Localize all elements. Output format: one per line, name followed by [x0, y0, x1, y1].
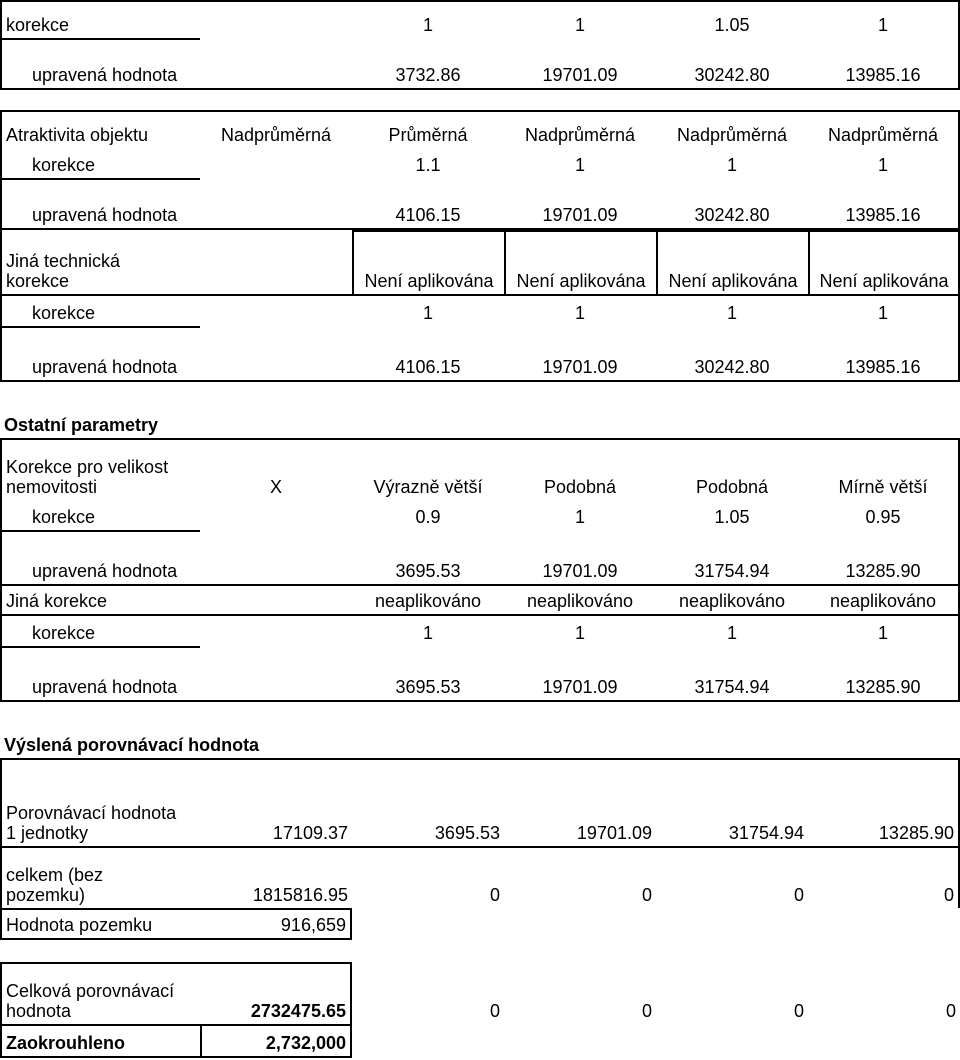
cell-v4: 13985.16 — [808, 326, 960, 382]
cell-x — [200, 500, 352, 530]
cell-x — [200, 294, 352, 326]
row-label: korekce — [0, 294, 200, 326]
table-row — [0, 148, 960, 178]
cell-v2: 19701.09 — [504, 530, 656, 586]
row-label: upravená hodnota — [0, 646, 200, 702]
row-label: upravená hodnota — [0, 326, 200, 382]
cell-v4: 13985.16 — [808, 178, 960, 230]
cell-v2: 19701.09 — [504, 326, 656, 382]
cell-v1: neaplikováno — [352, 586, 504, 616]
cell-v4: 13285.90 — [808, 646, 960, 702]
cell-x: 916,659 — [200, 908, 352, 940]
cell-v4: 1 — [808, 0, 960, 38]
cell-v4: neaplikováno — [808, 586, 960, 616]
cell-v4: 0 — [808, 846, 960, 908]
cell-v4: 1 — [808, 148, 960, 178]
cell-x: 1815816.95 — [200, 846, 352, 908]
cell-x: 2,732,000 — [200, 1024, 352, 1058]
cell-x — [200, 0, 352, 38]
cell-v3: Podobná — [656, 438, 808, 500]
cell-v3: 30242.80 — [656, 326, 808, 382]
table-row — [0, 646, 960, 702]
table-row — [0, 846, 960, 908]
cell-v3: 31754.94 — [656, 530, 808, 586]
cell-v3: 0 — [656, 846, 808, 908]
table-row — [0, 962, 960, 1024]
cell-v4: Nadprůměrná — [808, 110, 960, 148]
section-heading-row — [0, 402, 960, 438]
cell-v4: Není aplikována — [808, 230, 960, 294]
cell-v3: 1.05 — [714, 507, 750, 527]
cell-x — [200, 230, 352, 294]
cell-v1: 3732.86 — [352, 38, 504, 90]
table-row — [0, 38, 960, 90]
row-label: upravená hodnota — [0, 178, 200, 230]
cell-x: 17109.37 — [200, 758, 352, 846]
table-row — [0, 438, 960, 500]
cell-v3: 0 — [793, 1001, 804, 1021]
cell-x: 2732475.65 — [200, 962, 352, 1024]
table-row — [0, 110, 960, 148]
row-label: korekce — [0, 616, 200, 646]
row-label: Korekce pro velikost nemovitosti — [0, 438, 200, 500]
cell-v4: 13285.90 — [808, 758, 960, 846]
section-heading: Výslená porovnávací hodnota — [4, 735, 260, 755]
row-label: Celková porovnávací hodnota — [0, 962, 200, 1024]
table-row — [0, 616, 960, 646]
section-heading: Ostatní parametry — [4, 415, 159, 435]
section-heading-row — [0, 722, 960, 758]
cell-v2: neaplikováno — [504, 586, 656, 616]
table-row — [0, 230, 960, 294]
cell-v2: 19701.09 — [504, 38, 656, 90]
row-label: Jiná korekce — [0, 586, 200, 616]
cell-v3: 30242.80 — [656, 38, 808, 90]
cell-v1: 0.9 — [415, 507, 441, 527]
cell-v2: 1 — [504, 294, 656, 326]
cell-v3: 1 — [726, 155, 737, 175]
cell-v4: 13285.90 — [808, 530, 960, 586]
cell-v3: 1.05 — [656, 0, 808, 38]
cell-v2: Není aplikována — [504, 230, 656, 294]
table-row — [0, 586, 960, 616]
cell-v2: 1 — [504, 0, 656, 38]
cell-v2: 1 — [574, 507, 585, 527]
cell-x — [200, 38, 352, 90]
table-row — [0, 530, 960, 586]
cell-v1: 0 — [352, 846, 504, 908]
cell-x — [200, 178, 352, 230]
cell-v1: 1 — [352, 294, 504, 326]
row-label: korekce — [0, 148, 200, 178]
cell-v2: 1 — [574, 155, 585, 175]
cell-v1: Není aplikována — [352, 230, 504, 294]
row-label: upravená hodnota — [0, 38, 200, 90]
cell-v3: 31754.94 — [656, 646, 808, 702]
cell-v2: 1 — [574, 623, 585, 643]
cell-v1: 1 — [352, 0, 504, 38]
table-row — [0, 500, 960, 530]
cell-v2: 19701.09 — [504, 758, 656, 846]
cell-x — [200, 530, 352, 586]
cell-v2: 0 — [641, 1001, 652, 1021]
cell-v1: 4106.15 — [352, 178, 504, 230]
cell-v2: 19701.09 — [504, 178, 656, 230]
cell-v3: neaplikováno — [656, 586, 808, 616]
cell-v1: 1 — [422, 623, 433, 643]
cell-v4: Mírně větší — [808, 438, 960, 500]
cell-v1: Výrazně větší — [352, 438, 504, 500]
cell-v2: Podobná — [504, 438, 656, 500]
cell-x — [200, 326, 352, 382]
row-label: korekce — [0, 0, 200, 38]
row-label: Jiná technická korekce — [0, 230, 200, 294]
cell-x — [200, 586, 352, 616]
cell-v3: 31754.94 — [656, 758, 808, 846]
table-row — [0, 908, 960, 940]
cell-v1: 3695.53 — [352, 530, 504, 586]
cell-v3: Není aplikována — [656, 230, 808, 294]
row-label: Porovnávací hodnota 1 jednotky — [0, 758, 200, 846]
cell-x — [200, 646, 352, 702]
table-row — [0, 0, 960, 38]
row-label: upravená hodnota — [0, 530, 200, 586]
row-label: celkem (bez pozemku) — [0, 846, 200, 908]
table-row — [0, 326, 960, 382]
cell-x: X — [200, 438, 352, 500]
cell-v4: 0.95 — [808, 500, 960, 530]
cell-v1: Průměrná — [352, 110, 504, 148]
cell-x — [200, 148, 352, 178]
cell-x — [200, 616, 352, 646]
row-label: korekce — [0, 500, 200, 530]
cell-v3: Nadprůměrná — [656, 110, 808, 148]
table-row — [0, 294, 960, 326]
cell-v4: 0 — [945, 1001, 956, 1021]
cell-v2: 0 — [504, 846, 656, 908]
cell-v4: 1 — [808, 294, 960, 326]
cell-v3: 1 — [726, 623, 737, 643]
cell-v1: 4106.15 — [352, 326, 504, 382]
cell-v3: 1 — [656, 294, 808, 326]
row-label: Atraktivita objektu — [0, 110, 200, 148]
cell-v4: 13985.16 — [808, 38, 960, 90]
row-label: Zaokrouhleno — [0, 1024, 200, 1058]
table-row — [0, 1024, 960, 1058]
cell-v1: 3695.53 — [352, 646, 504, 702]
cell-v1: 0 — [489, 1001, 500, 1021]
row-label: Hodnota pozemku — [0, 908, 200, 940]
table-row — [0, 178, 960, 230]
cell-x: Nadprůměrná — [200, 110, 352, 148]
cell-v3: 30242.80 — [656, 178, 808, 230]
cell-v1: 1.1 — [415, 155, 441, 175]
cell-v2: 19701.09 — [504, 646, 656, 702]
cell-v4: 1 — [808, 616, 960, 646]
table-row — [0, 758, 960, 846]
cell-v1: 3695.53 — [352, 758, 504, 846]
cell-v2: Nadprůměrná — [504, 110, 656, 148]
